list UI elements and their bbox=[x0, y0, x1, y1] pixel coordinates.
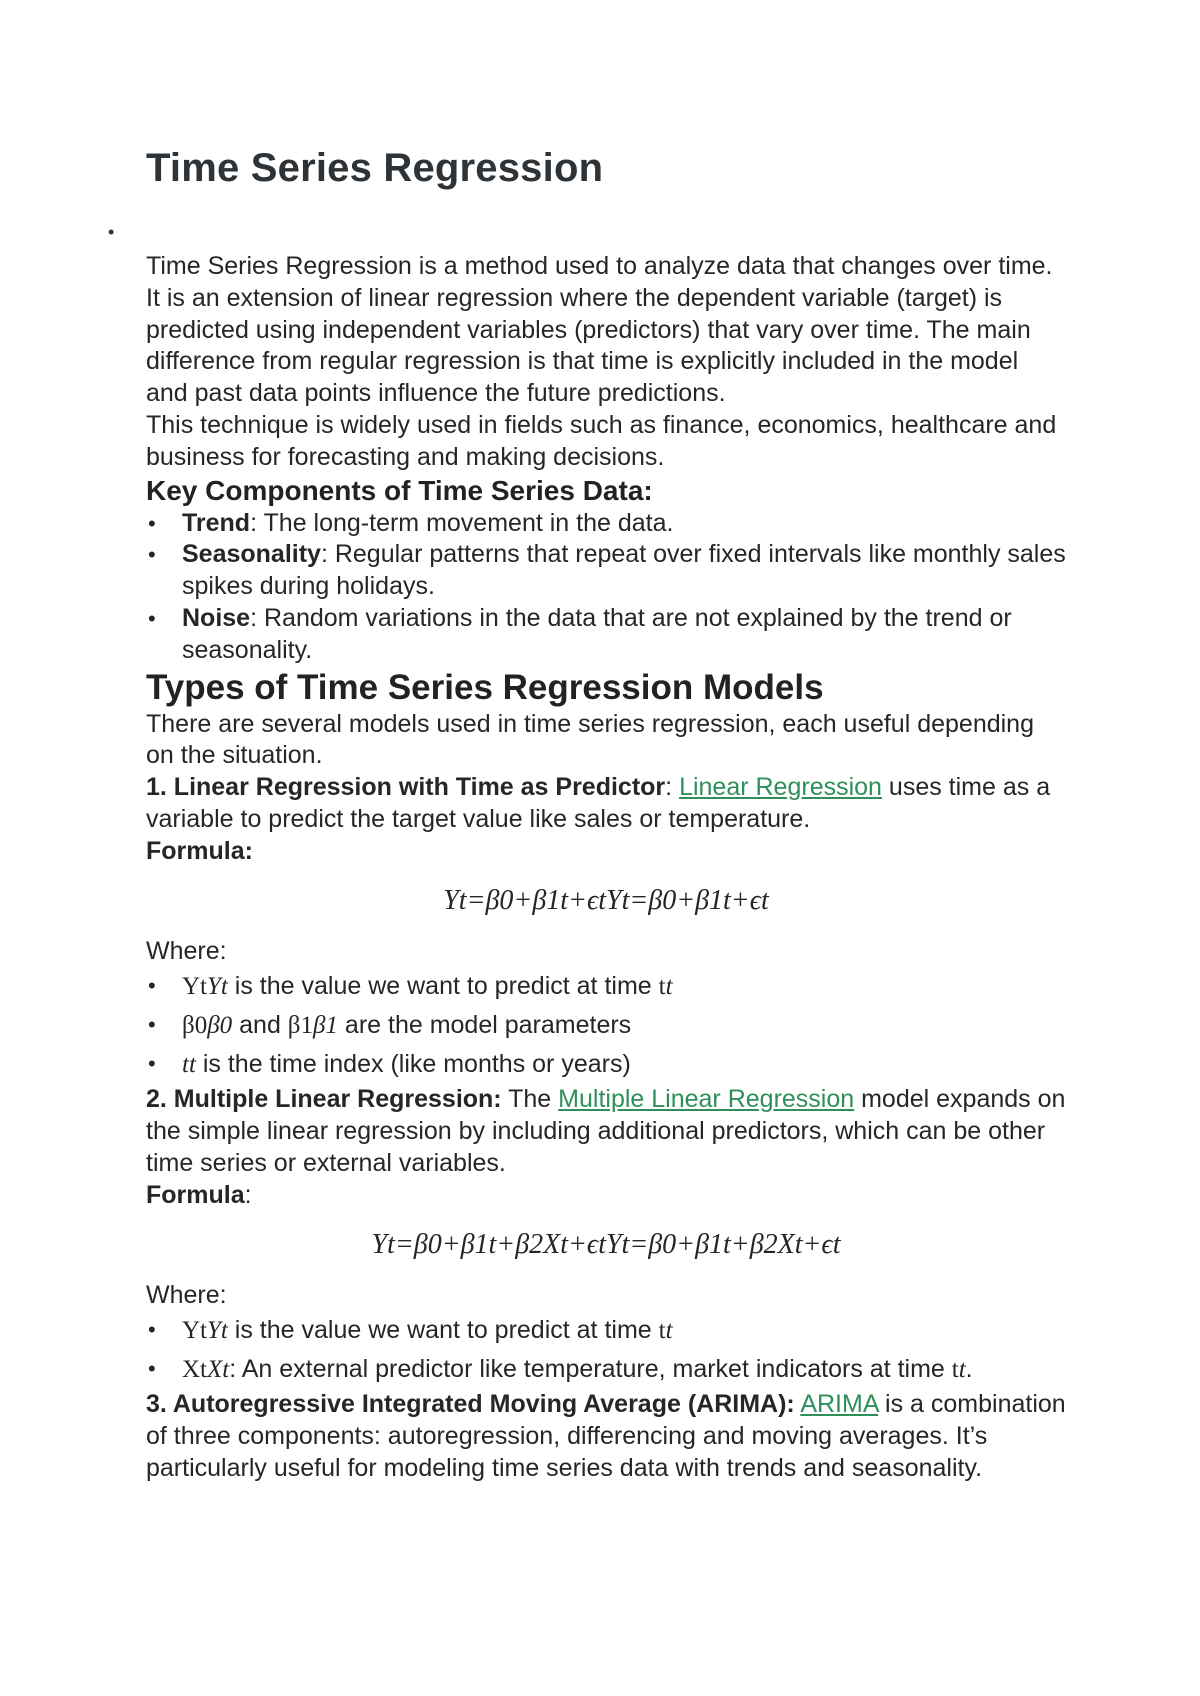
item-text: is the time index (like months or years) bbox=[195, 1050, 631, 1079]
math-symbol bbox=[182, 1356, 229, 1383]
types-intro: There are several models used in time series regression, each useful depending on the situation. bbox=[146, 709, 1034, 770]
components-heading: Key Components of Time Series Data: bbox=[146, 474, 653, 506]
item-text: . bbox=[965, 1355, 973, 1384]
formula-label-text: Formula bbox=[146, 1180, 245, 1209]
item-text: is the value we want to predict at time bbox=[227, 1316, 659, 1345]
model-2-description: model expands on the simple linear regression by including additional predictors, which can be other time series or external variables. bbox=[146, 1085, 1066, 1177]
formula-linear: Yt=β0+β1t+ϵtYt=β0+β1t+ϵt bbox=[443, 884, 769, 916]
list-item bbox=[146, 1350, 1066, 1389]
multiple-linear-regression-link[interactable]: Multiple Linear Regression bbox=[558, 1085, 855, 1114]
symbol-plain: Xt bbox=[182, 1356, 207, 1384]
where-list-model-1 bbox=[146, 967, 1066, 1084]
formula-multiple: Yt=β0+β1t+β2Xt+ϵtYt=β0+β1t+β2Xt+ϵt bbox=[371, 1228, 841, 1260]
symbol-plain: Yt bbox=[182, 973, 207, 1001]
list-item bbox=[146, 1045, 1066, 1084]
math-symbol bbox=[182, 1012, 232, 1039]
intro-paragraph-usage: This technique is widely used in fields such as finance, economics, healthcare and business for forecasting and making decisions. bbox=[146, 410, 1057, 471]
components-list bbox=[146, 508, 1066, 667]
list-item bbox=[146, 1311, 1066, 1350]
term-description: : Regular patterns that repeat over fixed intervals like monthly sales spikes during holidays. bbox=[182, 540, 1066, 601]
symbol-italic: t bbox=[665, 1317, 673, 1345]
math-symbol bbox=[182, 1317, 228, 1344]
where-label: Where: bbox=[146, 936, 227, 965]
intro-paragraph: Time Series Regression is a method used to analyze data that changes over time. It is an extension of linear regression where the dependent variable (target) is predicted using independent variables (predictors) that vary over time. The main difference from regular regression is that time is explicitly included in the model and past data points influence the future predictions. bbox=[146, 252, 1053, 408]
math-symbol bbox=[659, 973, 673, 1000]
model-2-title: 2. Multiple Linear Regression: bbox=[146, 1085, 502, 1114]
math-symbol bbox=[182, 1051, 196, 1078]
list-item bbox=[146, 967, 1066, 1006]
model-1-paragraph bbox=[146, 772, 1066, 836]
symbol-italic: t bbox=[665, 973, 673, 1001]
math-symbol bbox=[659, 1317, 673, 1344]
symbol-plain: Yt bbox=[182, 1317, 207, 1345]
document-body bbox=[146, 251, 1066, 1485]
formula-label bbox=[146, 836, 1066, 868]
arima-link[interactable]: ARIMA bbox=[800, 1390, 879, 1419]
model-3-paragraph bbox=[146, 1389, 1066, 1484]
model-1-title: 1. Linear Regression with Time as Predictor bbox=[146, 773, 666, 802]
item-text: : An external predictor like temperature, market indicators at time bbox=[229, 1355, 952, 1384]
list-item bbox=[146, 539, 1066, 603]
item-text: and bbox=[232, 1011, 288, 1040]
model-1-description: uses time as a variable to predict the target value like sales or temperature. bbox=[146, 773, 1051, 833]
math-symbol bbox=[182, 973, 228, 1000]
formula-label-text: Formula: bbox=[146, 836, 253, 865]
model-2-paragraph bbox=[146, 1084, 1066, 1179]
empty-bullet: • bbox=[108, 222, 115, 242]
symbol-italic: Yt bbox=[207, 973, 228, 1001]
symbol-italic: β0 bbox=[207, 1012, 233, 1040]
symbol-italic: t bbox=[188, 1051, 196, 1079]
model-2-pre: The bbox=[501, 1085, 559, 1114]
symbol-italic: β1 bbox=[313, 1012, 338, 1040]
separator: : bbox=[244, 1180, 252, 1209]
separator: : bbox=[665, 773, 680, 802]
item-text: are the model parameters bbox=[337, 1011, 632, 1040]
term-description: : The long-term movement in the data. bbox=[250, 508, 674, 537]
symbol-italic: t bbox=[958, 1356, 966, 1384]
document-title: Time Series Regression bbox=[146, 146, 604, 190]
term-noise: Noise bbox=[182, 603, 251, 632]
term-description: : Random variations in the data that are not explained by the trend or seasonality. bbox=[182, 603, 1012, 664]
model-3-description: is a combination of three components: autoregression, differencing and moving averages. It’s particularly useful for modeling time series data with trends and seasonality. bbox=[146, 1390, 1066, 1482]
math-symbol bbox=[952, 1356, 966, 1383]
where-label: Where: bbox=[146, 1280, 227, 1309]
where-list-model-2 bbox=[146, 1311, 1066, 1389]
symbol-italic: Yt bbox=[207, 1317, 228, 1345]
symbol-plain: β0 bbox=[182, 1012, 208, 1040]
symbol-italic: Xt bbox=[207, 1356, 230, 1384]
symbol-plain: t bbox=[658, 1317, 666, 1345]
math-symbol bbox=[288, 1012, 338, 1039]
model-3-title: 3. Autoregressive Integrated Moving Average (ARIMA): bbox=[146, 1390, 795, 1419]
term-seasonality: Seasonality bbox=[182, 540, 321, 569]
formula-label bbox=[146, 1180, 1066, 1212]
symbol-plain: β1 bbox=[287, 1012, 314, 1040]
list-item bbox=[146, 1006, 1066, 1045]
linear-regression-link[interactable]: Linear Regression bbox=[679, 773, 882, 802]
types-heading: Types of Time Series Regression Models bbox=[146, 667, 824, 707]
term-trend: Trend bbox=[182, 508, 251, 537]
symbol-plain: t bbox=[951, 1356, 959, 1384]
symbol-plain: t bbox=[658, 973, 666, 1001]
list-item bbox=[146, 508, 1066, 540]
list-item bbox=[146, 603, 1066, 667]
item-text: is the value we want to predict at time bbox=[227, 972, 659, 1001]
symbol-italic: t bbox=[182, 1051, 189, 1079]
